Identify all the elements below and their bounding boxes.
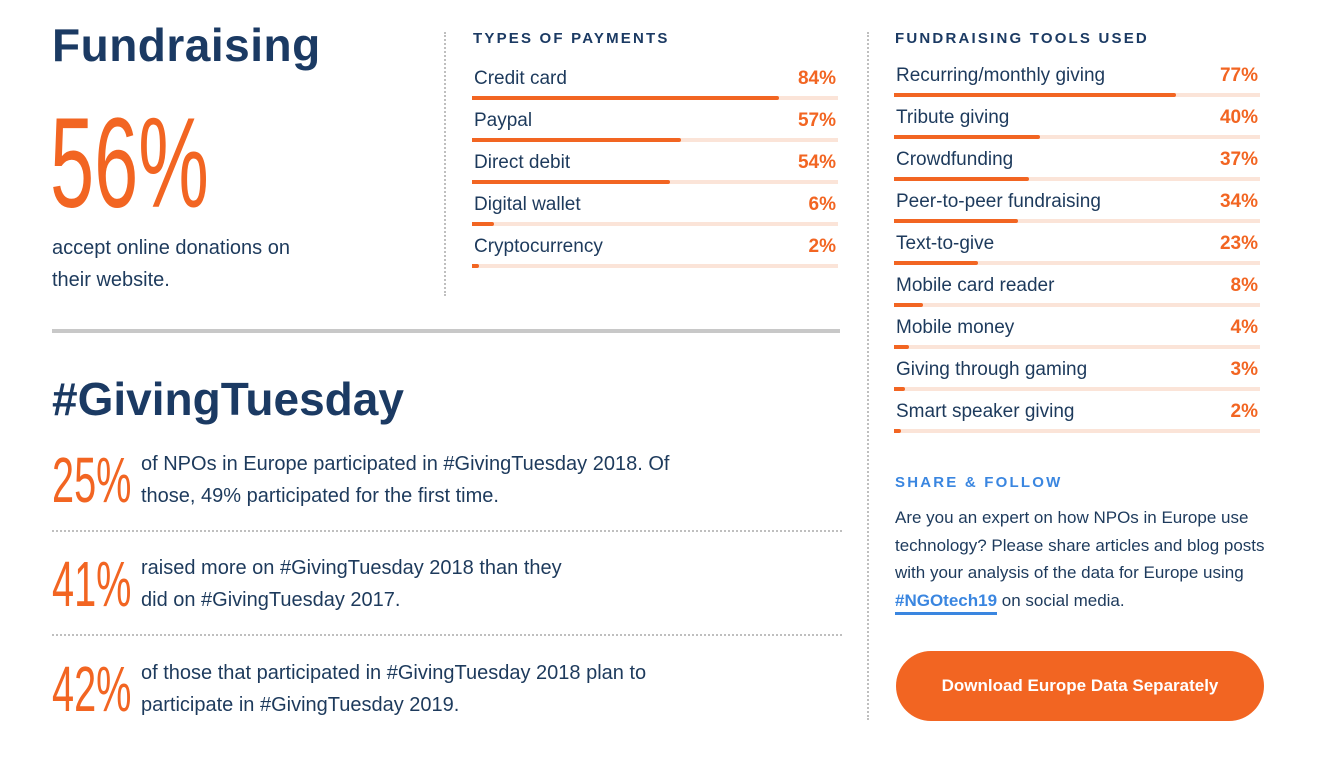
stat-number: 25% [52, 444, 132, 516]
tool-percent: 3% [1230, 359, 1258, 380]
stat-text: of NPOs in Europe participated in #GivingTuesday 2018. Of those, 49% participated for the first time. [141, 453, 670, 507]
payment-bar-fill [472, 138, 681, 142]
column-divider-left [444, 32, 446, 296]
tool-label: Text-to-give [896, 233, 995, 254]
tool-percent: 37% [1219, 149, 1258, 170]
payment-percent: 54% [797, 152, 836, 173]
fundraising-title: Fundraising [52, 19, 321, 71]
payment-bar-track [472, 180, 838, 184]
tool-percent: 4% [1230, 317, 1258, 338]
stat-divider [52, 634, 842, 636]
payment-percent: 6% [808, 194, 836, 215]
tool-row-recurring [894, 59, 1260, 101]
payment-bar-fill [472, 180, 670, 184]
tool-label: Tribute giving [896, 107, 1010, 128]
tool-bar-fill [894, 219, 1018, 223]
tool-label: Mobile money [896, 317, 1015, 338]
tool-bar-fill [894, 303, 923, 307]
tool-bar-track [894, 93, 1260, 97]
tool-bar-track [894, 219, 1260, 223]
tool-row-mobile-money [894, 311, 1260, 353]
tool-label: Crowdfunding [896, 149, 1014, 170]
tool-row-tribute [894, 101, 1260, 143]
stat-divider [52, 530, 842, 532]
payment-bar-track [472, 222, 838, 226]
tool-row-mobile-card-reader [894, 269, 1260, 311]
tool-percent: 2% [1230, 401, 1258, 422]
payment-row-paypal [472, 104, 838, 146]
payment-percent: 57% [797, 110, 836, 131]
tool-row-gaming [894, 353, 1260, 395]
tool-bar-track [894, 387, 1260, 391]
stat-number: 41% [52, 548, 132, 620]
payment-bar-track [472, 264, 838, 268]
tool-label: Giving through gaming [896, 359, 1088, 380]
tool-bar-track [894, 261, 1260, 265]
payment-percent: 84% [797, 68, 836, 89]
tool-row-smart-speaker [894, 395, 1260, 437]
tool-bar-track [894, 429, 1260, 433]
ngotech19-hashtag-link[interactable]: #NGOtech19 [895, 591, 997, 615]
payment-percent: 2% [808, 236, 836, 257]
payment-label: Cryptocurrency [474, 236, 603, 257]
tool-bar-fill [894, 429, 901, 433]
tool-row-text-to-give [894, 227, 1260, 269]
tool-percent: 23% [1219, 233, 1258, 254]
tool-bar-track [894, 345, 1260, 349]
tool-percent: 34% [1219, 191, 1258, 212]
section-divider [52, 329, 840, 333]
share-text-after: on social media. [997, 590, 1125, 610]
stat-text: raised more on #GivingTuesday 2018 than they did on #GivingTuesday 2017. [141, 557, 562, 611]
download-europe-data-button[interactable]: Download Europe Data Separately [896, 651, 1264, 721]
tool-bar-fill [894, 93, 1176, 97]
share-follow-heading: SHARE & FOLLOW [895, 474, 1063, 491]
tool-bar-track [894, 177, 1260, 181]
online-donations-description: accept online donations on their website. [52, 237, 290, 291]
payment-bar-track [472, 138, 838, 142]
payments-heading: TYPES OF PAYMENTS [473, 30, 670, 47]
tool-bar-fill [894, 177, 1029, 181]
payment-label: Digital wallet [474, 194, 581, 215]
share-follow-text [895, 504, 1275, 614]
stat-text: of those that participated in #GivingTuesday 2018 plan to participate in #GivingTuesday 2019. [141, 662, 647, 716]
tool-row-peer-to-peer [894, 185, 1260, 227]
payment-bar-fill [472, 222, 494, 226]
payment-label: Paypal [474, 110, 533, 131]
tool-bar-fill [894, 261, 978, 265]
tool-percent: 8% [1230, 275, 1258, 296]
tool-bar-track [894, 303, 1260, 307]
payment-label: Credit card [474, 68, 567, 89]
tools-heading: FUNDRAISING TOOLS USED [895, 30, 1149, 47]
tool-label: Mobile card reader [896, 275, 1055, 296]
tool-bar-fill [894, 345, 909, 349]
stat-number: 42% [52, 653, 132, 725]
payment-label: Direct debit [474, 152, 571, 173]
payment-bar-fill [472, 264, 479, 268]
tool-bar-fill [894, 135, 1040, 139]
tool-bar-fill [894, 387, 905, 391]
online-donations-stat: 56% [50, 92, 209, 235]
giving-tuesday-title: #GivingTuesday [52, 373, 404, 425]
payment-row-direct-debit [472, 146, 838, 188]
payment-row-cryptocurrency [472, 230, 838, 272]
tool-label: Recurring/monthly giving [896, 65, 1106, 86]
payment-row-credit-card [472, 62, 838, 104]
column-divider-right [867, 32, 869, 720]
tool-percent: 77% [1219, 65, 1258, 86]
tool-row-crowdfunding [894, 143, 1260, 185]
payment-row-digital-wallet [472, 188, 838, 230]
tool-label: Peer-to-peer fundraising [896, 191, 1101, 212]
tool-percent: 40% [1219, 107, 1258, 128]
payment-bar-track [472, 96, 838, 100]
payment-bar-fill [472, 96, 779, 100]
tool-bar-track [894, 135, 1260, 139]
tool-label: Smart speaker giving [896, 401, 1075, 422]
share-text-before: Are you an expert on how NPOs in Europe use technology? Please share articles and blog posts with your analysis of the data for Europe using [895, 508, 1265, 582]
